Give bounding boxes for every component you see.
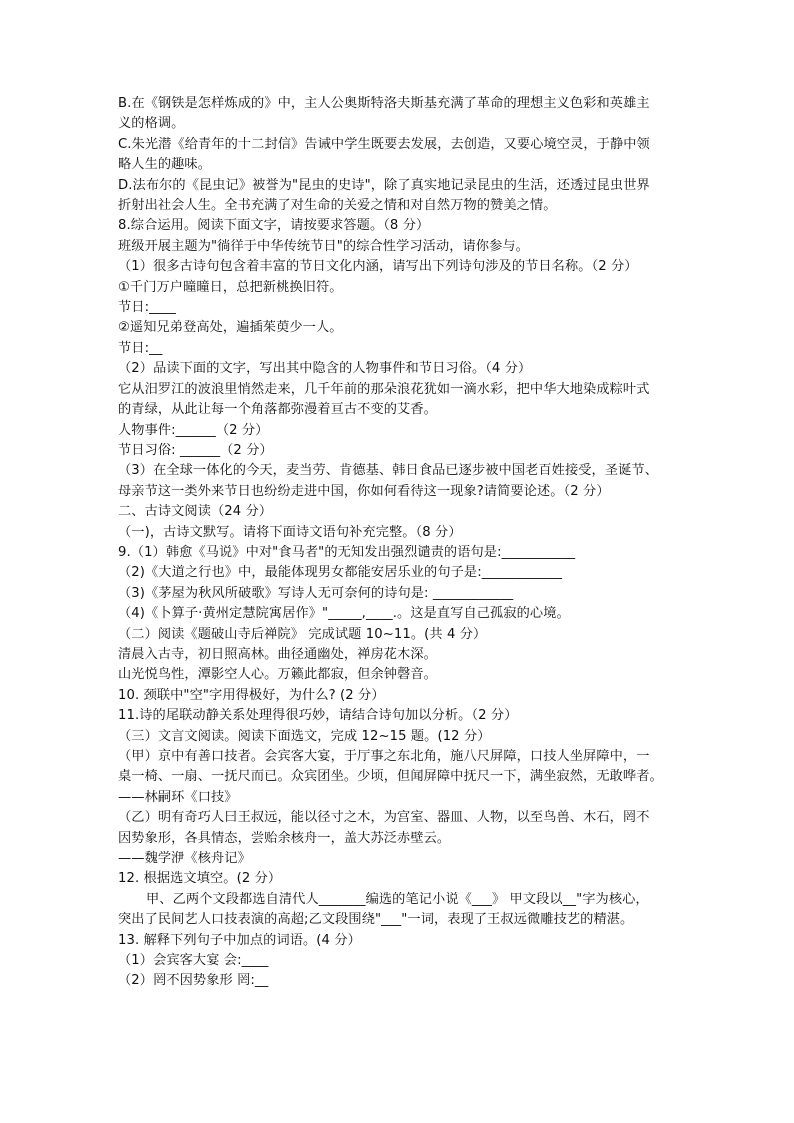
passage-line: 因势象形，各具情态，尝贻余核舟一，盖大苏泛赤壁云。 [118, 830, 451, 846]
passage-line: （乙）明有奇巧人曰王叔远，能以径寸之木，为宫室、器皿、人物，以至鸟兽、木石，罔不 [118, 810, 650, 826]
text-line: 班级开展主题为"徜徉于中华传统节日"的综合性学习活动，请你参与。 [118, 238, 529, 254]
section-heading: 二、古诗文阅读（24 分） [118, 504, 273, 520]
answer-blank-line: （4)《卜算子·黄州定慧院寓居作》"_____,____.。这是直写自己孤寂的心境。 [118, 606, 570, 622]
text-line: 13. 解释下列句子中加点的词语。(4 分） [118, 932, 361, 948]
text-line: （3）在全球一体化的今天，麦当劳、肯德基、韩日食品已逐步被中国老百姓接受，圣诞节、 [118, 463, 658, 479]
text-line: 的青绿，从此让每一个角落都弥漫着亘古不变的艾香。 [118, 402, 437, 418]
text-line: （2）品读下面的文字，写出其中隐含的人物事件和节日习俗。（4 分） [118, 361, 532, 377]
answer-blank-line: 人物事件:______（2 分） [118, 422, 269, 438]
answer-blank-line: （3)《茅屋为秋风所破歌》写诗人无可奈何的诗句是: ____________ [118, 585, 514, 601]
answer-blank-line: 节日:__ [118, 340, 163, 356]
text-line: ①千门万户曈曈日，总把新桃换旧符。 [118, 279, 343, 295]
answer-blank-line: （1）会宾客大宴 会:____ [118, 953, 269, 969]
text-line: 11.诗的尾联动静关系处理得很巧妙，请结合诗句加以分析。（2 分） [118, 708, 518, 724]
text-line: 折射出社会人生。全书充满了对生命的关爱之情和对自然万物的赞美之情。 [118, 198, 557, 214]
answer-blank-line: 9.（1）韩愈《马说》中对"食马者"的无知发出强烈谴责的语句是:___________ [118, 544, 576, 560]
text-line: 突出了民间艺人口技表演的高超;乙文段围绕"___"一词，表现了王叔远微雕技艺的精湛。 [118, 912, 634, 928]
passage-line: 桌一椅、一扇、一抚尺而已。众宾团坐。少顷，但闻屏障中抚尺一下，满坐寂然，无敢哗者。 [118, 769, 663, 785]
answer-blank-line: （2）罔不因势象形 罔:__ [118, 973, 269, 989]
text-line: （1）很多古诗句包含着丰富的节日文化内涵，请写出下列诗句涉及的节日名称。（2 分） [118, 259, 638, 275]
source-line: ——魏学洢《核舟记》 [118, 851, 251, 867]
answer-blank-line: （2)《大道之行也》中，最能体现男女都能安居乐业的句子是:____________ [118, 565, 563, 581]
answer-blank-line: 节日:____ [118, 300, 176, 316]
poem-line: 山光悦鸟性，潭影空人心。万籁此都寂，但余钟磬音。 [118, 667, 437, 683]
text-line: 略人生的趣味。 [118, 157, 212, 173]
source-line: ——林嗣环《口技》 [118, 789, 238, 805]
question-8-heading: 8.综合运用。阅读下面文字，请按要求答题。（8 分） [118, 218, 430, 234]
answer-blank-line: 甲、乙两个文段都选自清代人_______编选的笔记小说《___》 甲文段以__"字为核心， [146, 891, 649, 907]
text-line: B.在《钢铁是怎样炼成的》中，主人公奥斯特洛夫斯基充满了革命的理想主义色彩和英雄主 [118, 96, 650, 111]
text-line: 10. 颈联中"空"字用得极好，为什么? (2 分） [118, 687, 385, 703]
text-line: （二）阅读《题破山寺后禅院》 完成试题 10~11。(共 4 分） [118, 626, 487, 642]
text-line: 12. 根据选文填空。(2 分） [118, 871, 282, 887]
passage-line: （甲）京中有善口技者。会宾客大宴，于厅事之东北角，施八尺屏障，口技人坐屏障中，一 [118, 749, 650, 764]
text-line: D.法布尔的《昆虫记》被誉为"昆虫的史诗"，除了真实地记录昆虫的生活，还透过昆虫世界 [118, 177, 650, 193]
text-line: ②遥知兄弟登高处，遍插茱萸少一人。 [118, 320, 343, 336]
text-line: 母亲节这一类外来节日也纷纷走进中国，你如何看待这一现象?请简要论述。（2 分） [118, 483, 610, 499]
answer-blank-line: 节日习俗: ______（2 分） [118, 442, 273, 458]
text-line: C.朱光潜《给青年的十二封信》告诫中学生既要去发展，去创造，又要心境空灵，于静中领 [118, 136, 650, 152]
poem-line: 清晨入古寺，初日照高林。曲径通幽处，禅房花木深。 [118, 646, 437, 662]
text-line: 义的格调。 [118, 116, 185, 132]
text-line: 它从汨罗江的波浪里悄然走来，几千年前的那朵浪花犹如一滴水彩，把中华大地染成粽叶式 [118, 381, 650, 397]
text-line: （三）文言文阅读。阅读下面选文，完成 12~15 题。(12 分） [118, 728, 491, 744]
text-line: （一)，古诗文默写。请将下面诗文语句补充完整。（8 分） [118, 524, 462, 540]
